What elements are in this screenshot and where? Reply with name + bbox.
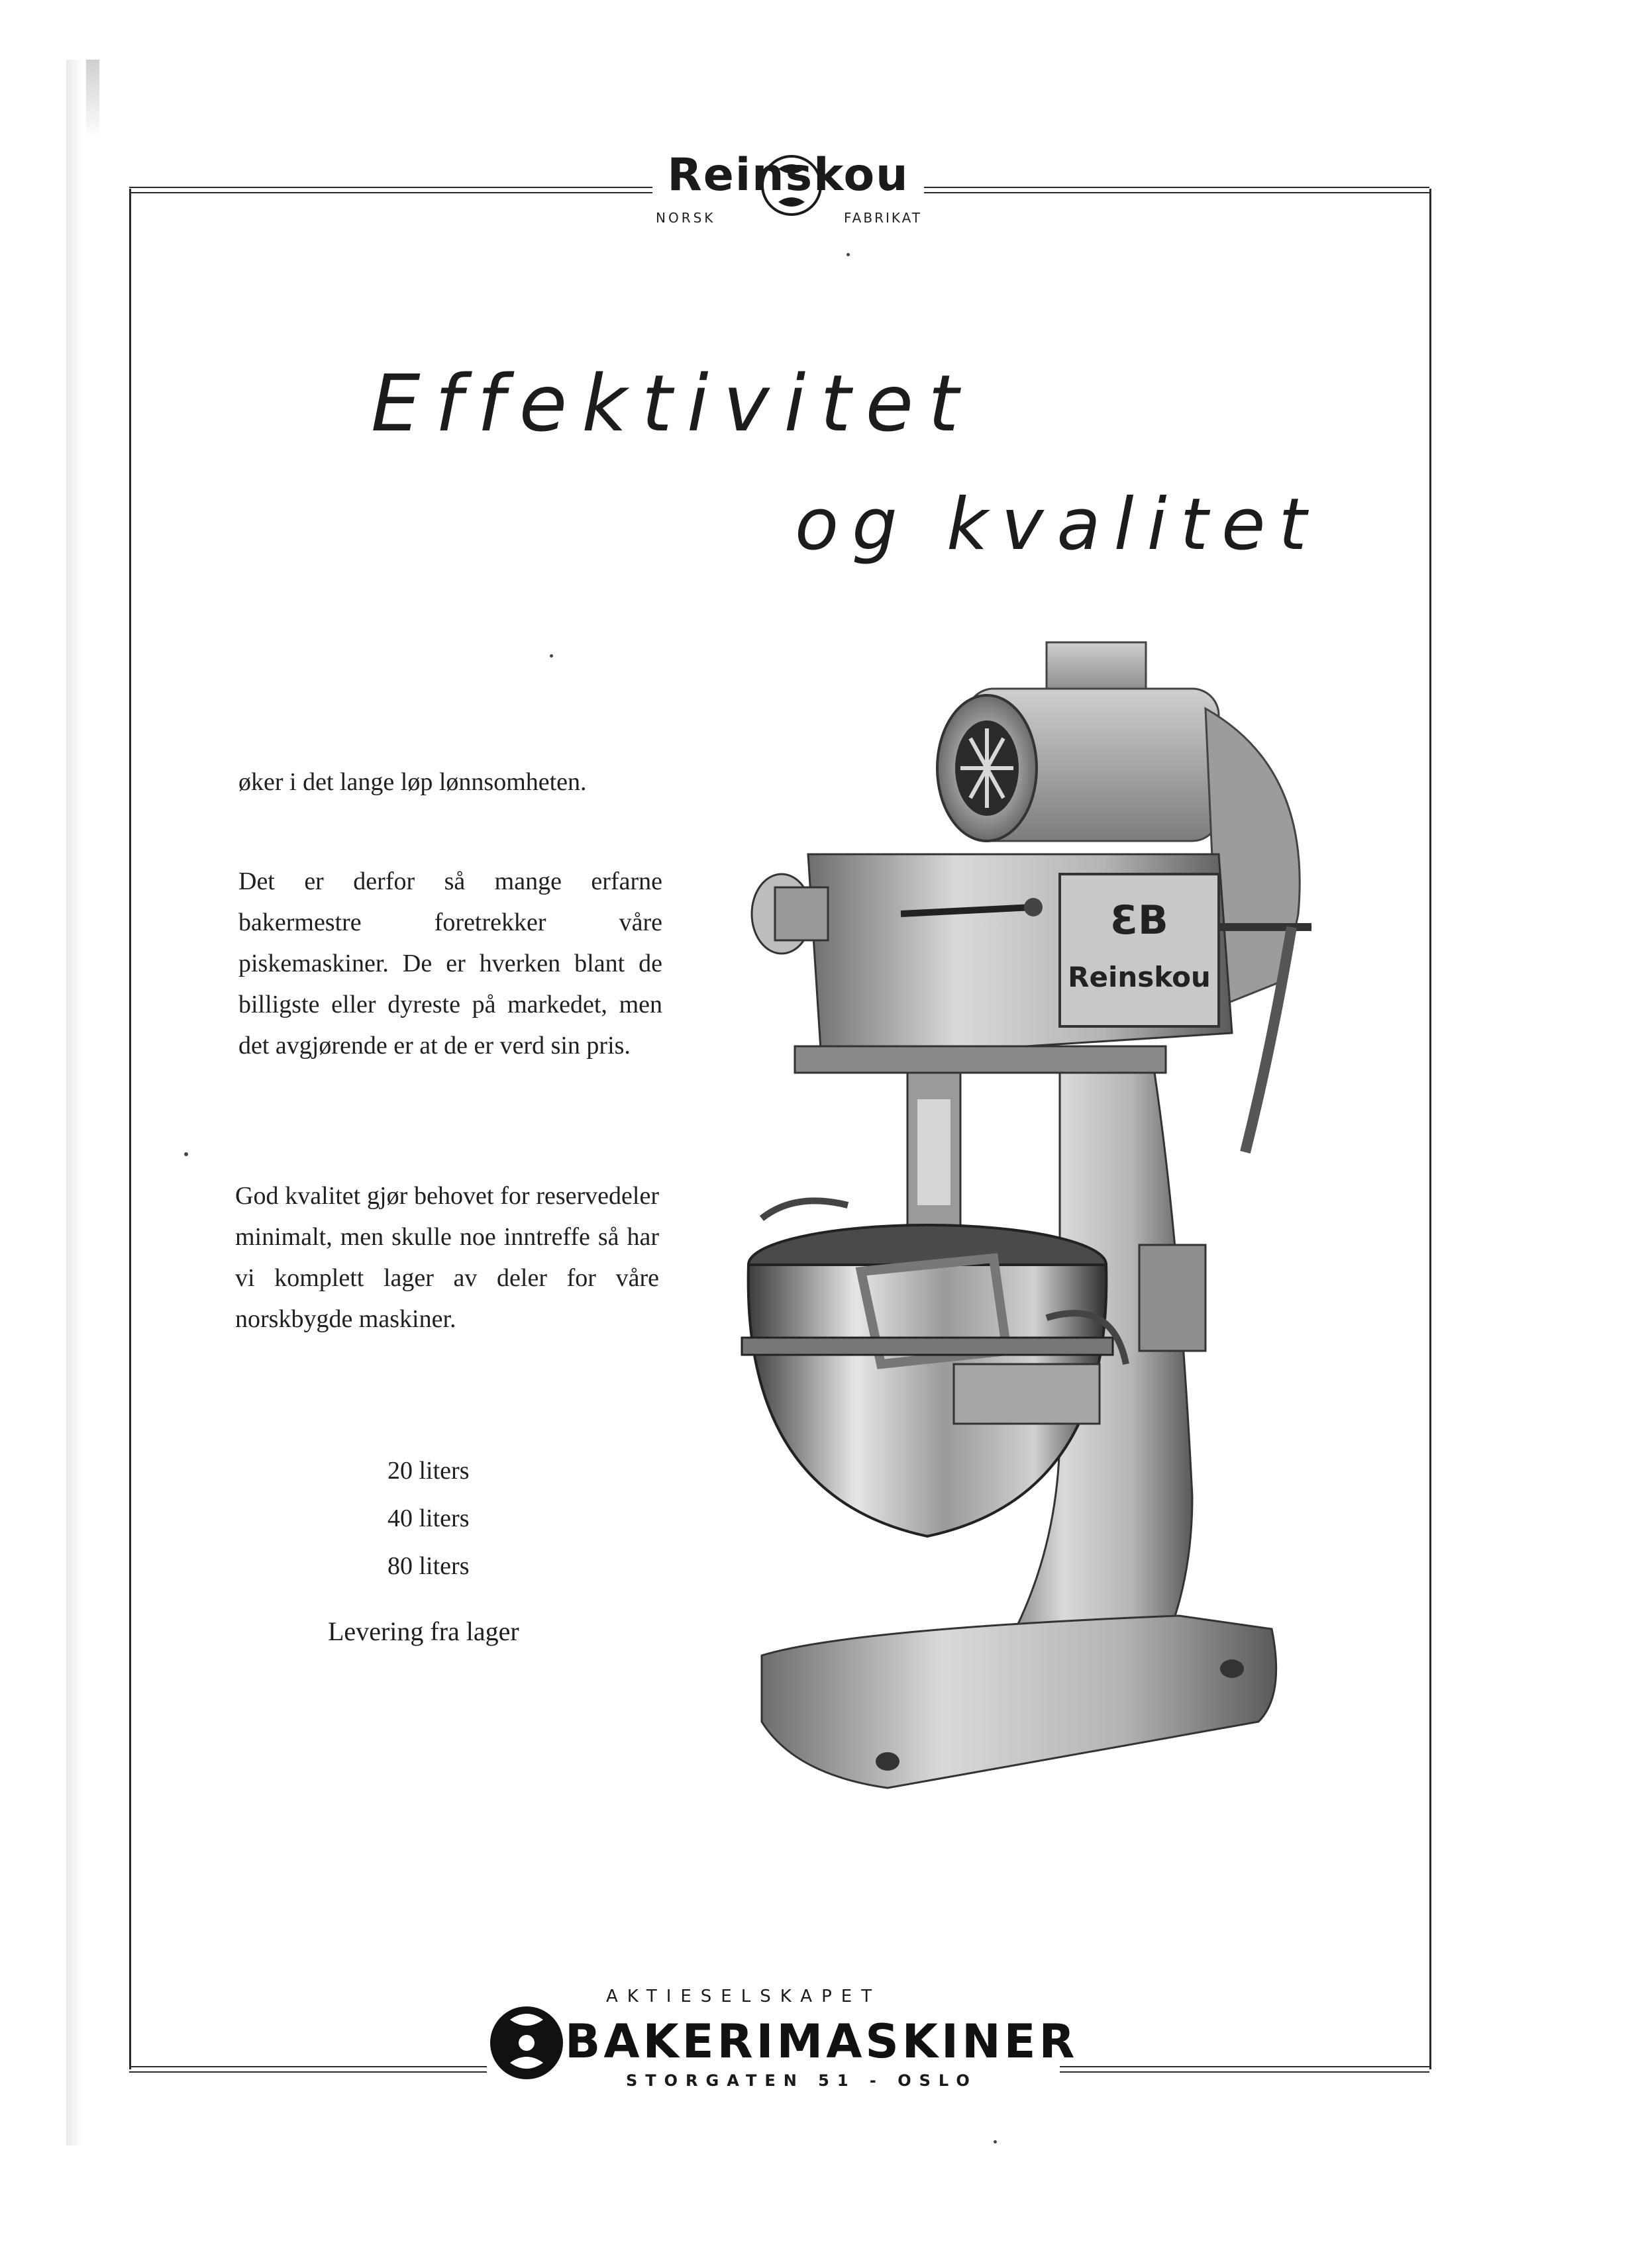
scan-speck: [550, 654, 553, 658]
scan-speck: [184, 1152, 188, 1156]
header-brand: [649, 142, 927, 235]
size-list: [387, 1447, 469, 1590]
delivery-note: Levering fra lager: [328, 1616, 519, 1646]
headline-line-2: og kvalitet: [795, 483, 1320, 566]
brand-tag-left: NORSK: [656, 210, 716, 226]
size-item: 20 liters: [387, 1457, 470, 1485]
size-item: 80 liters: [387, 1552, 470, 1580]
header-rule-left: [129, 187, 652, 188]
paragraph-1: øker i det lange løp lønnsomheten.: [238, 768, 587, 796]
scan-speck: [847, 253, 850, 256]
footer-rule-right: [1060, 2066, 1429, 2067]
scan-edge-shadow: [66, 60, 83, 2145]
scan-speck: [994, 2140, 997, 2144]
header-rule-right: [924, 187, 1429, 188]
brand-tag-right: FABRIKAT: [844, 210, 922, 226]
brand-name: Reinskou: [667, 149, 909, 201]
scan-edge-top-shadow: [86, 60, 99, 139]
size-item: 40 liters: [387, 1504, 470, 1532]
paragraph-2: Det er derfor så mange erfarne bakermestre foretrekker våre piskemaskiner. De er hverken blant de billigste eller dyreste på markedet, men det avgjørende er at de er verd sin pris.: [238, 867, 662, 1060]
company-address: STORGATEN 51 - OSLO: [626, 2071, 978, 2090]
company-prefix: AKTIESELSKAPET: [606, 1987, 882, 2006]
company-name: BAKERIMASKINER: [565, 2014, 1078, 2069]
plate-label: Reinskou: [1068, 961, 1211, 993]
footer-rule-left: [129, 2066, 487, 2067]
headline-line-1: Effektivitet: [371, 358, 974, 449]
footer-brand: [487, 1960, 1078, 2093]
mixer-illustration: [715, 636, 1325, 1828]
svg-text:ƐB: ƐB: [1110, 897, 1168, 944]
footer-emblem-icon: [487, 1980, 566, 2086]
paragraph-3: God kvalitet gjør behovet for reservedeler minimalt, men skulle noe inntreffe så har vi komplett lager av deler for våre norskbygde maskiner.: [235, 1182, 659, 1333]
